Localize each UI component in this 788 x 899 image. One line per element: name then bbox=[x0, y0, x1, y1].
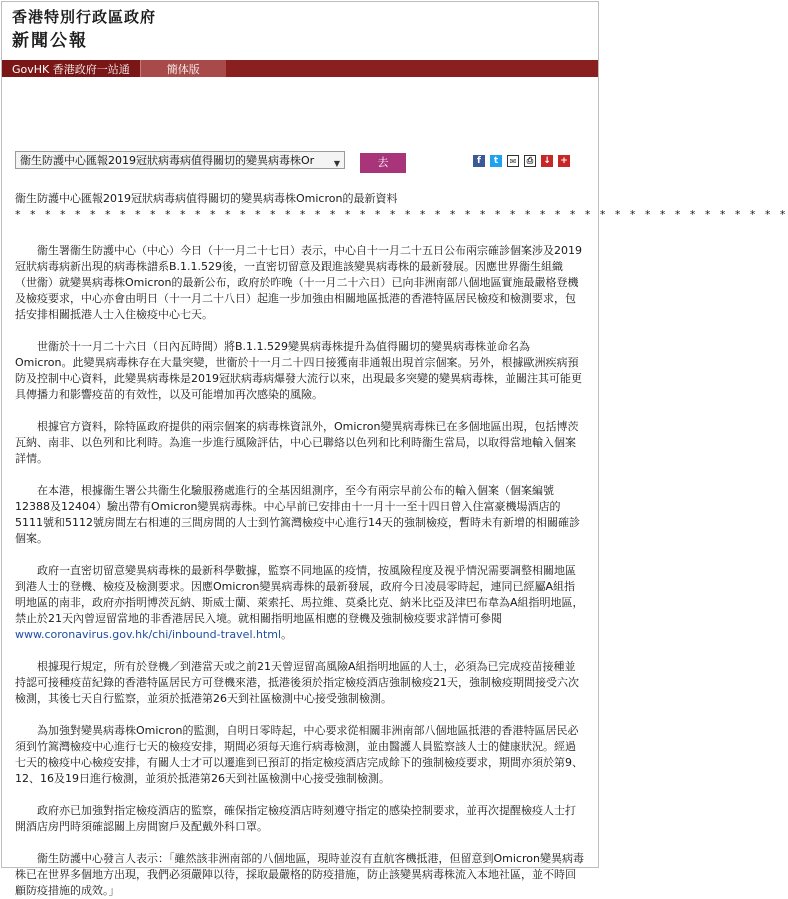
govhk-link[interactable]: GovHK 香港政府一站通 bbox=[2, 60, 141, 77]
bookmark-icon[interactable]: + bbox=[558, 155, 570, 167]
government-name: 香港特別行政區政府 bbox=[12, 8, 157, 26]
site-header bbox=[2, 2, 598, 60]
paragraph-9: 衞生防護中心發言人表示：「雖然該非洲南部的八個地區，現時並沒有直航客機抵港，但留意到Omicron變異病毒株已在世界多個地方出現，我們必須嚴陣以待，採取最嚴格的防疫措施，防止該變異病毒株流入本地社區，並不時回顧防疫措施的成效。」 bbox=[15, 852, 584, 897]
paragraph-3: 根據官方資料，除特區政府提供的兩宗個案的病毒株資訊外，Omicron變異病毒株已在多個地區出現，包括博茨瓦納、南非、以色列和比利時。為進一步進行風險評估，中心已聯絡以色列和比利時衞生當局，以取得當地輸入個案詳情。 bbox=[15, 420, 579, 465]
share-icons bbox=[473, 155, 570, 167]
paragraph-1: 衞生署衞生防護中心（中心）今日（十一月二十七日）表示，中心自十一月二十五日公布兩宗確診個案涉及2019冠狀病毒病新出現的病毒株譜系B.1.1.529後，一直密切留意及跟進該變異病毒株的最新發展。因應世界衞生組織（世衞）就變異病毒株Omicron的最新公布，政府於昨晚（十一月二十六日）已向非洲南部八個地區實施最嚴格登機及檢疫要求，中心亦會由明日（十一月二十八日）起進一步加強由相關地區抵港的香港特區居民檢疫和檢測要求，包括安排相關抵港人士入住檢疫中心七天。 bbox=[15, 244, 582, 321]
paragraph-5-text: 政府一直密切留意變異病毒株的最新科學數據，監察不同地區的疫情，按風險程度及視乎情況需要調整相關地區到港人士的登機、檢疫及檢測要求。因應Omicron變異病毒株的最新發展，政府今日凌晨零時起，連同已經屬A組指明地區的南非，政府亦指明博茨瓦納、斯威士蘭、萊索托、馬拉維、莫桑比克、納米比亞及津巴布韋為A組指明地區，禁止於21天內曾逗留當地的非香港居民入境。就相關指明地區相應的登機及強制檢疫要求詳情可參閱 bbox=[15, 564, 584, 625]
go-button[interactable]: 去 bbox=[360, 153, 406, 173]
paragraph-4: 在本港，根據衞生署公共衞生化驗服務處進行的全基因組測序，至今有兩宗早前公布的輸入個案（個案編號12388及12404）驗出帶有Omicron變異病毒株。中心早前已安排由十一月十一至十四日曾入住富豪機場酒店的5111號和5112號房間左右相連的三間房間的人士到竹篙灣檢疫中心進行14天的強制檢疫，暫時未有新增的相關確診個案。 bbox=[15, 484, 580, 545]
article-body bbox=[2, 191, 788, 899]
paragraph-8: 政府亦已加強對指定檢疫酒店的監察，確保指定檢疫酒店時刻遵守指定的感染控制要求，並再次提醒檢疫人士打開酒店房門時須確認關上房間窗戶及配戴外科口罩。 bbox=[15, 804, 576, 833]
chevron-down-icon: ▼ bbox=[333, 159, 340, 168]
page-frame bbox=[1, 1, 788, 897]
email-icon[interactable]: ✉ bbox=[507, 155, 519, 167]
facebook-icon[interactable]: f bbox=[473, 155, 485, 167]
paragraph-6: 根據現行規定，所有於登機／到港當天或之前21天曾逗留高風險A組指明地區的人士，必須為已完成疫苗接種並持認可接種疫苗紀錄的香港特區居民方可登機來港，抵港後須於指定檢疫酒店強制檢疫21天，強制檢疫期間接受六次檢測，其後七天自行監察，並須於抵港第26天到社區檢測中心接受強制檢測。 bbox=[15, 660, 579, 705]
inbound-travel-link[interactable]: www.coronavirus.gov.hk/chi/inbound-travel.html bbox=[15, 628, 282, 641]
article-select[interactable] bbox=[15, 151, 345, 169]
paragraph-5 bbox=[15, 563, 585, 643]
paragraph-5-suffix: 。 bbox=[281, 628, 293, 641]
print-icon[interactable]: ⎙ bbox=[524, 155, 536, 167]
article-select-value: 衞生防護中心匯報2019冠狀病毒病值得關切的變異病毒株Or bbox=[20, 154, 315, 167]
top-nav bbox=[2, 60, 598, 77]
divider-stars: * * * * * * * * * * * * * * * * * * * * * * * * * * * * * * * * * * * * * * * * * * * * * * * * * * * * bbox=[15, 208, 788, 221]
twitter-icon[interactable]: t bbox=[490, 155, 502, 167]
press-release-title: 新聞公報 bbox=[12, 31, 88, 51]
article-title: 衞生防護中心匯報2019冠狀病毒病值得關切的變異病毒株Omicron的最新資料 bbox=[15, 192, 398, 205]
toolbar bbox=[2, 151, 598, 191]
paragraph-7: 為加強對變異病毒株Omicron的監測，自明日零時起，中心要求從相關非洲南部八個地區抵港的香港特區居民必須到竹篙灣檢疫中心進行七天的檢疫安排，期間必須每天進行病毒檢測，並由醫護人員監察該人士的健康狀況。經過七天的檢疫中心檢疫安排，有關人士才可以遷進到已預訂的指定檢疫酒店完成餘下的強制檢疫要求，期間亦須於第9、12、16及19日進行檢測，並須於抵港第26天到社區檢測中心接受強制檢測。 bbox=[15, 724, 583, 785]
paragraph-2: 世衞於十一月二十六日（日內瓦時間）將B.1.1.529變異病毒株提升為值得關切的變異病毒株並命名為Omicron。此變異病毒株存在大量突變，世衞於十一月二十四日接獲南非通報出現首宗個案。另外，根據歐洲疾病預防及控制中心資料，此變異病毒株是2019冠狀病毒病爆發大流行以來，出現最多突變的變異病毒株，並關注其可能更具傳播力和影響疫苗的有效性，以及可能增加再次感染的風險。 bbox=[15, 340, 582, 401]
simplified-chinese-link[interactable]: 簡体版 bbox=[141, 60, 226, 77]
download-icon[interactable]: ↓ bbox=[541, 155, 553, 167]
